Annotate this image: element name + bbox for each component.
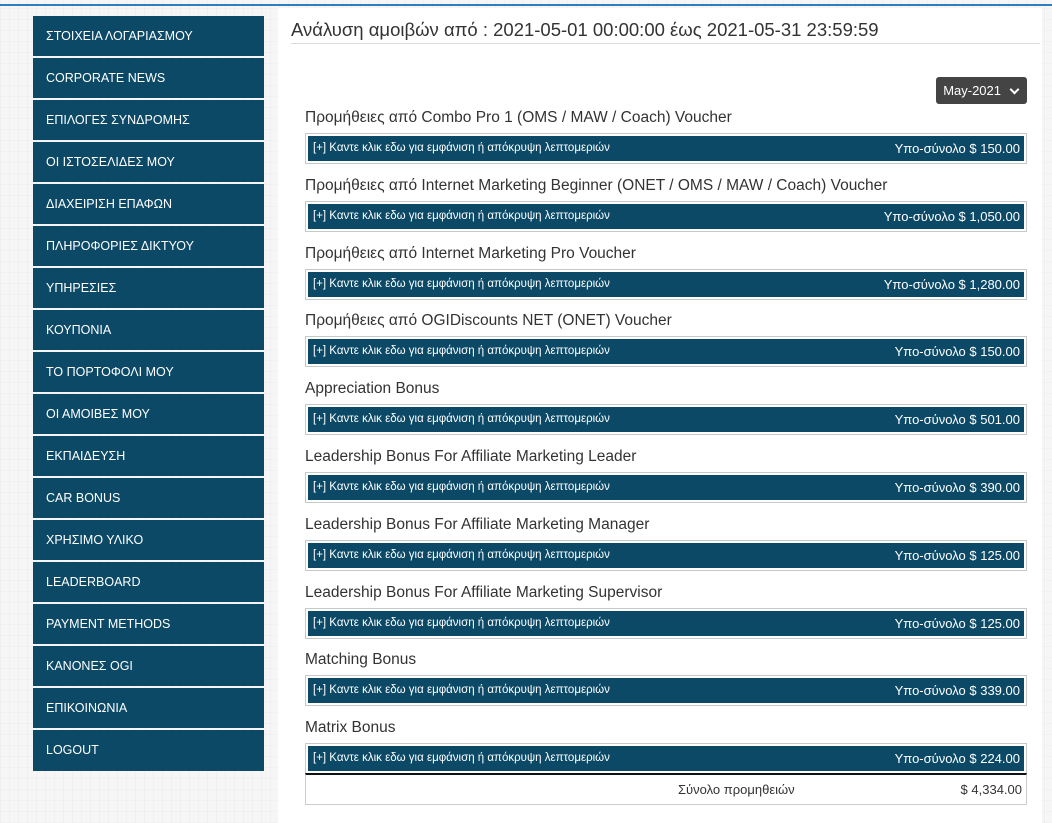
section-subtotal: Υπο-σύνολο $ 1,280.00: [883, 276, 1020, 292]
sidebar-item[interactable]: ΤΟ ΠΟΡΤΟΦΟΛΙ ΜΟΥ: [33, 352, 264, 392]
commission-section: [305, 443, 1027, 511]
commission-section: [305, 714, 1027, 782]
details-toggle[interactable]: [308, 543, 1024, 568]
details-toggle[interactable]: [308, 407, 1024, 432]
section-subtotal: Υπο-σύνολο $ 224.00: [894, 751, 1020, 767]
section-subtotal: Υπο-σύνολο $ 125.00: [894, 615, 1020, 631]
section-title: Leadership Bonus For Affiliate Marketing Supervisor: [305, 583, 663, 601]
toggle-details-link[interactable]: [+] Καντε κλικ εδω για εμφάνιση ή απόκρυψη λεπτομεριών: [313, 616, 610, 629]
total-label: Σύνολο προμηθειών: [678, 782, 795, 797]
month-select-value: May-2021: [943, 83, 1001, 98]
details-bar: [305, 133, 1027, 164]
sidebar-item[interactable]: ΧΡΗΣΙΜΟ ΥΛΙΚΟ: [33, 520, 264, 560]
details-bar: [305, 608, 1027, 639]
sidebar-item[interactable]: ΕΠΙΛΟΓΕΣ ΣΥΝΔΡΟΜΗΣ: [33, 100, 264, 140]
details-toggle[interactable]: [308, 475, 1024, 500]
section-subtotal: Υπο-σύνολο $ 501.00: [894, 412, 1020, 428]
sidebar-item[interactable]: ΠΛΗΡΟΦΟΡΙΕΣ ΔΙΚΤΥΟΥ: [33, 226, 264, 266]
toggle-details-link[interactable]: [+] Καντε κλικ εδω για εμφάνιση ή απόκρυψη λεπτομεριών: [313, 480, 610, 493]
sidebar-item[interactable]: CORPORATE NEWS: [33, 58, 264, 98]
details-bar: [305, 336, 1027, 367]
sidebar-item[interactable]: CAR BONUS: [33, 478, 264, 518]
section-title: Προμήθειες από Internet Marketing Pro Voucher: [305, 244, 636, 262]
details-toggle[interactable]: [308, 339, 1024, 364]
total-row: [305, 773, 1027, 805]
commission-section: [305, 240, 1027, 308]
commission-section: [305, 511, 1027, 579]
sidebar-item[interactable]: LEADERBOARD: [33, 562, 264, 602]
commission-section: [305, 307, 1027, 375]
top-accent-line: [0, 4, 1052, 6]
commission-section: [305, 104, 1027, 172]
commission-section: [305, 375, 1027, 443]
toggle-details-link[interactable]: [+] Καντε κλικ εδω για εμφάνιση ή απόκρυψη λεπτομεριών: [313, 277, 610, 290]
details-bar: [305, 472, 1027, 503]
sidebar-item[interactable]: ΟΙ ΑΜΟΙΒΕΣ ΜΟΥ: [33, 394, 264, 434]
toggle-details-link[interactable]: [+] Καντε κλικ εδω για εμφάνιση ή απόκρυψη λεπτομεριών: [313, 413, 610, 426]
commission-section: [305, 172, 1027, 240]
sidebar-item[interactable]: ΚΟΥΠΟΝΙΑ: [33, 310, 264, 350]
details-toggle[interactable]: [308, 678, 1024, 703]
sidebar-item[interactable]: ΚΑΝΟΝΕΣ OGI: [33, 646, 264, 686]
section-title: Προμήθειες από Internet Marketing Beginner (ONET / OMS / MAW / Coach) Voucher: [305, 176, 888, 194]
details-bar: [305, 201, 1027, 232]
sidebar-item[interactable]: ΔΙΑΧΕΙΡΙΣΗ ΕΠΑΦΩΝ: [33, 184, 264, 224]
details-bar: [305, 675, 1027, 706]
chevron-down-icon: [1010, 85, 1020, 95]
section-subtotal: Υπο-σύνολο $ 125.00: [894, 547, 1020, 563]
section-subtotal: Υπο-σύνολο $ 150.00: [894, 141, 1020, 156]
section-title: Matrix Bonus: [305, 719, 396, 737]
commission-sections: [305, 104, 1027, 782]
toggle-details-link[interactable]: [+] Καντε κλικ εδω για εμφάνιση ή απόκρυψη λεπτομεριών: [313, 684, 610, 697]
toggle-details-link[interactable]: [+] Καντε κλικ εδω για εμφάνιση ή απόκρυψη λεπτομεριών: [313, 209, 610, 222]
section-title: Matching Bonus: [305, 651, 417, 669]
sidebar-menu: [33, 16, 264, 771]
page-title: Ανάλυση αμοιβών από : 2021-05-01 00:00:00 έως 2021-05-31 23:59:59: [291, 19, 879, 40]
toggle-details-link[interactable]: [+] Καντε κλικ εδω για εμφάνιση ή απόκρυψη λεπτομεριών: [313, 752, 610, 765]
title-divider: [291, 43, 1040, 44]
details-toggle[interactable]: [308, 746, 1024, 771]
toggle-details-link[interactable]: [+] Καντε κλικ εδω για εμφάνιση ή απόκρυψη λεπτομεριών: [313, 142, 610, 154]
section-subtotal: Υπο-σύνολο $ 150.00: [894, 344, 1020, 360]
commission-section: [305, 579, 1027, 647]
sidebar-item[interactable]: ΟΙ ΙΣΤΟΣΕΛΙΔΕΣ ΜΟΥ: [33, 142, 264, 182]
details-bar: [305, 743, 1027, 774]
section-subtotal: Υπο-σύνολο $ 390.00: [894, 479, 1020, 495]
details-toggle[interactable]: [308, 136, 1024, 161]
details-bar: [305, 269, 1027, 300]
sidebar-item[interactable]: PAYMENT METHODS: [33, 604, 264, 644]
sidebar-item[interactable]: ΣΤΟΙΧΕΙΑ ΛΟΓΑΡΙΑΣΜΟΥ: [33, 16, 264, 56]
section-subtotal: Υπο-σύνολο $ 339.00: [894, 683, 1020, 699]
section-title: Προμήθειες από Combo Pro 1 (OMS / MAW / Coach) Voucher: [305, 109, 732, 126]
section-title: Appreciation Bonus: [305, 380, 440, 398]
commission-section: [305, 646, 1027, 714]
sidebar-item[interactable]: ΕΚΠΑΙΔΕΥΣΗ: [33, 436, 264, 476]
details-toggle[interactable]: [308, 272, 1024, 297]
main-content: [278, 8, 1042, 823]
section-title: Leadership Bonus For Affiliate Marketing Manager: [305, 515, 650, 533]
details-bar: [305, 404, 1027, 435]
sidebar-item[interactable]: ΥΠΗΡΕΣΙΕΣ: [33, 268, 264, 308]
sidebar-item[interactable]: ΕΠΙΚΟΙΝΩΝΙΑ: [33, 688, 264, 728]
details-toggle[interactable]: [308, 204, 1024, 229]
month-select[interactable]: [936, 77, 1027, 104]
section-title: Leadership Bonus For Affiliate Marketing Leader: [305, 447, 637, 465]
section-subtotal: Υπο-σύνολο $ 1,050.00: [883, 208, 1020, 224]
details-toggle[interactable]: [308, 611, 1024, 636]
toggle-details-link[interactable]: [+] Καντε κλικ εδω για εμφάνιση ή απόκρυψη λεπτομεριών: [313, 345, 610, 358]
toggle-details-link[interactable]: [+] Καντε κλικ εδω για εμφάνιση ή απόκρυψη λεπτομεριών: [313, 548, 610, 561]
section-title: Προμήθειες από OGIDiscounts NET (ONET) Voucher: [305, 312, 672, 330]
details-bar: [305, 540, 1027, 571]
total-value: $ 4,334.00: [960, 782, 1022, 797]
sidebar-item[interactable]: LOGOUT: [33, 730, 264, 771]
